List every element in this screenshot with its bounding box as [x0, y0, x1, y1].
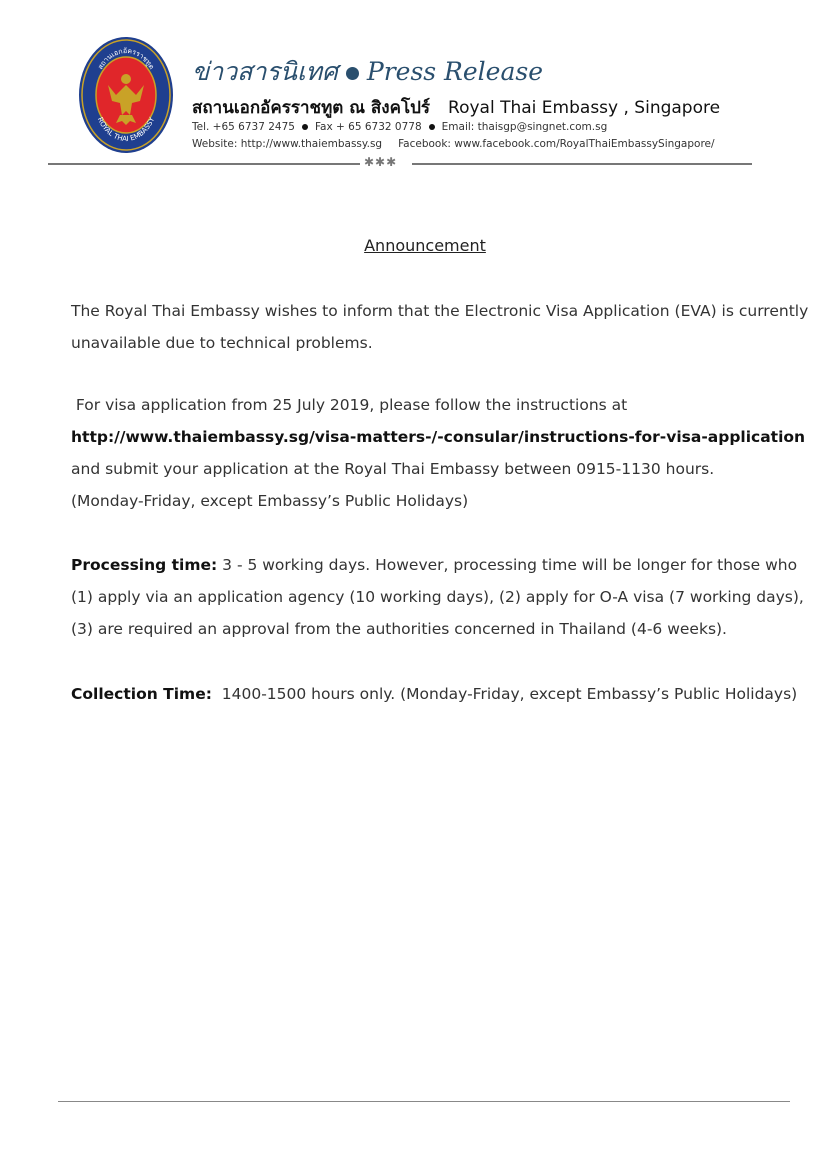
- press-release-heading: [192, 52, 543, 92]
- contact-line-web: [192, 138, 715, 150]
- text-line: (3) are required an approval from the authorities concerned in Thailand (4-6 weeks).: [71, 620, 727, 638]
- title-thai: ข่าวสารนิเทศ: [192, 57, 338, 86]
- seal-top-text: สถานเอกอัครราชทูต: [96, 46, 156, 71]
- text-line: and submit your application at the Royal Thai Embassy between 0915-1130 hours.: [71, 460, 715, 478]
- fax-text: Fax + 65 6732 0778: [314, 121, 422, 133]
- text-line: [71, 679, 798, 711]
- website-text: Website: http://www.thaiembassy.sg: [192, 138, 383, 150]
- collection-time-label: Collection Time:: [71, 685, 212, 703]
- text-line: (Monday-Friday, except Embassy’s Public Holidays): [71, 492, 469, 510]
- divider-ornament-icon: ✱✱✱: [364, 155, 398, 169]
- bullet-dot-icon: [346, 67, 359, 80]
- announcement-title: Announcement: [364, 236, 486, 255]
- text-line: (1) apply via an application agency (10 working days), (2) apply for O-A visa (7 working days),: [71, 588, 804, 606]
- tel-text: Tel. +65 6737 2475: [192, 121, 295, 133]
- footer-divider: [58, 1101, 790, 1102]
- facebook-text: Facebook: www.facebook.com/RoyalThaiEmbassySingapore/: [398, 138, 715, 150]
- paragraph-visa-instructions: [71, 389, 806, 517]
- text-line: unavailable due to technical problems.: [71, 333, 373, 352]
- seal-bottom-text: ROYAL THAI EMBASSY: [95, 116, 157, 144]
- processing-time-text: 3 - 5 working days. However, processing time will be longer for those who: [217, 556, 798, 574]
- bullet-dot-icon: [429, 124, 435, 130]
- title-english: Press Release: [366, 57, 543, 86]
- paragraph-eva-unavailable: [71, 296, 809, 359]
- bullet-dot-icon: [302, 124, 308, 130]
- letterhead: [0, 0, 814, 200]
- instructions-link[interactable]: http://www.thaiembassy.sg/visa-matters-/-consular/instructions-for-visa-application: [71, 428, 806, 446]
- text-line: The Royal Thai Embassy wishes to inform that the Electronic Visa Application (EVA) is currently: [71, 302, 809, 320]
- email-text: Email: thaisgp@singnet.com.sg: [441, 121, 608, 133]
- paragraph-collection-time: [71, 679, 798, 711]
- embassy-name-english: Royal Thai Embassy , Singapore: [448, 98, 721, 118]
- contact-line-phone: [192, 121, 607, 133]
- text-line: [71, 549, 798, 581]
- paragraph-processing-time: [71, 549, 804, 645]
- embassy-name: [192, 94, 720, 121]
- collection-time-text: 1400-1500 hours only. (Monday-Friday, except Embassy’s Public Holidays): [211, 685, 798, 703]
- embassy-name-thai: สถานเอกอัครราชทูต ณ สิงคโปร์: [192, 98, 431, 118]
- text-line: For visa application from 25 July 2019, please follow the instructions at: [71, 396, 628, 414]
- header-divider-right: [412, 163, 752, 165]
- header-divider-left: [48, 163, 360, 165]
- processing-time-label: Processing time:: [71, 556, 218, 574]
- embassy-seal-logo: [78, 35, 174, 155]
